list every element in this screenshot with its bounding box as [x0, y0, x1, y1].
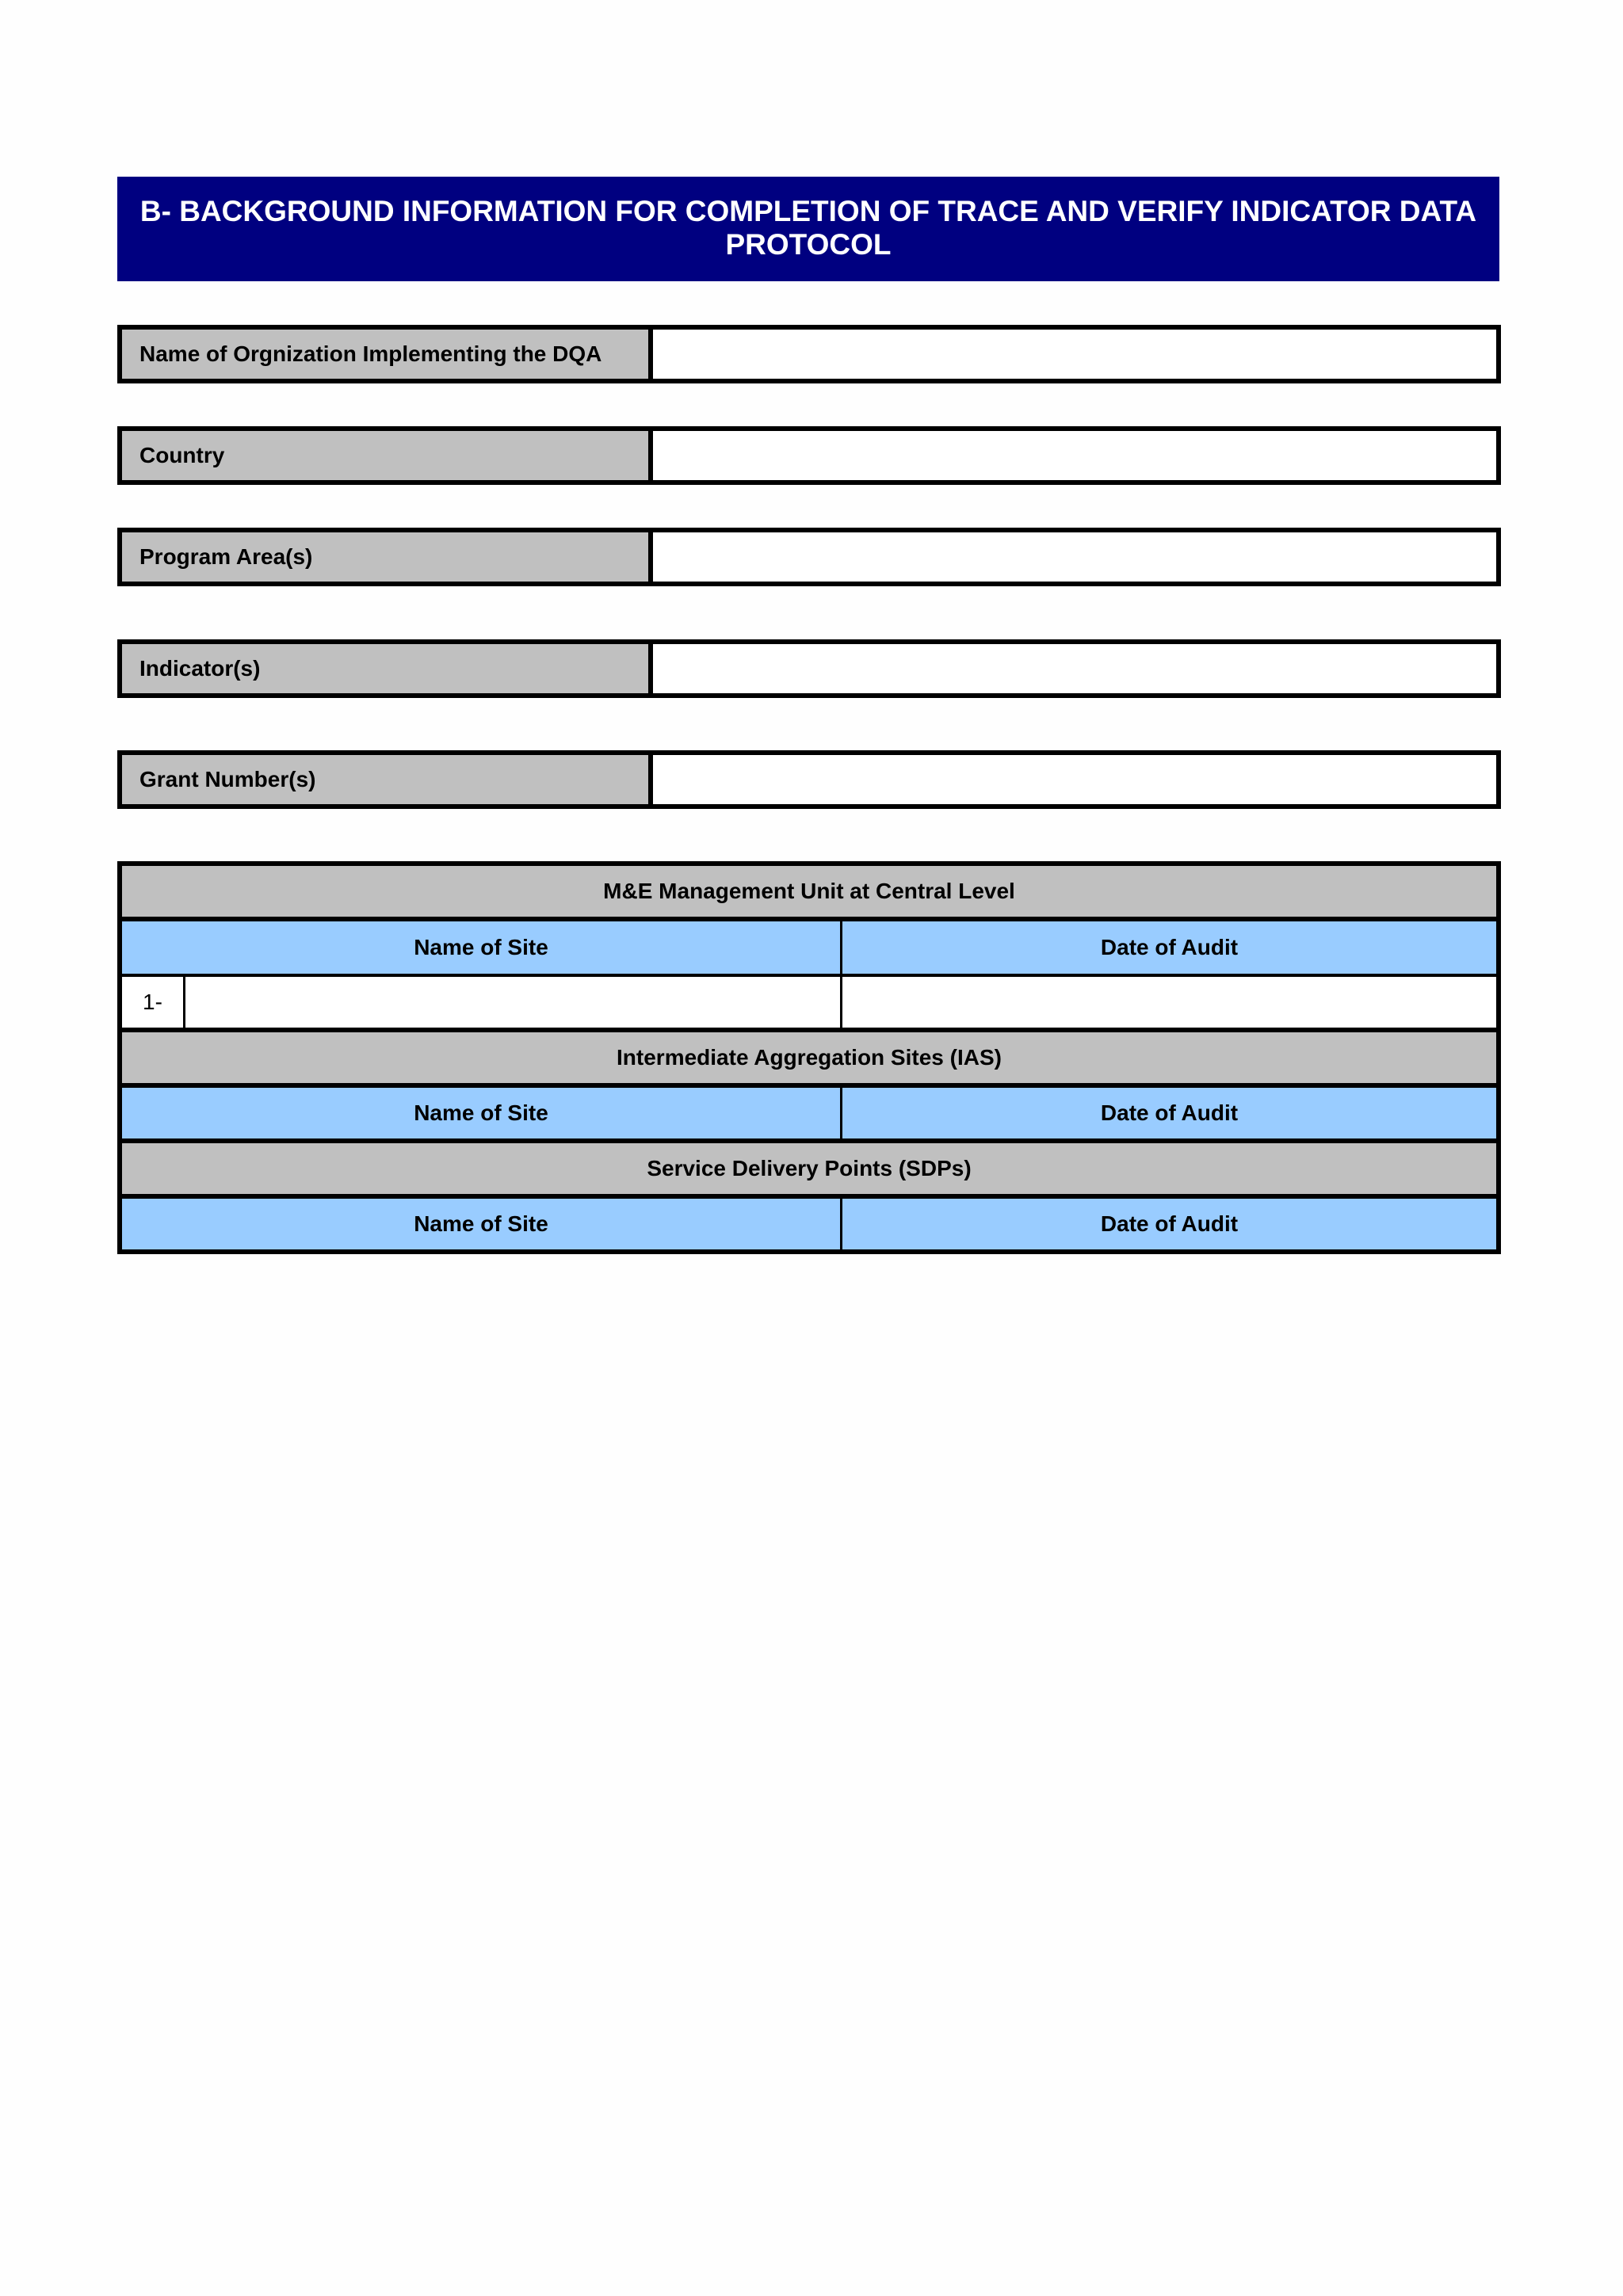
country-input[interactable]: [653, 431, 1496, 480]
central-column-headers: [122, 921, 1496, 977]
table-row: [122, 977, 1496, 1032]
country-field-row: [117, 426, 1501, 485]
program-area-input[interactable]: [653, 532, 1496, 582]
row-number: 1-: [122, 977, 185, 1028]
indicator-input[interactable]: [653, 644, 1496, 693]
program-area-label: Program Area(s): [122, 532, 653, 582]
ias-heading: Intermediate Aggregation Sites (IAS): [122, 1032, 1496, 1088]
sdp-column-headers: [122, 1199, 1496, 1254]
sdp-name-of-site-header: Name of Site: [122, 1199, 842, 1249]
section-title-line-1: B- BACKGROUND INFORMATION FOR COMPLETION OF TRACE AND VERIFY INDICATOR DATA: [139, 195, 1477, 227]
sites-table: [117, 861, 1501, 1254]
grant-number-field-row: [117, 750, 1501, 809]
organization-input[interactable]: [653, 330, 1496, 379]
ias-column-headers: [122, 1088, 1496, 1143]
ias-name-of-site-header: Name of Site: [122, 1088, 842, 1138]
indicator-field-row: [117, 639, 1501, 698]
organization-label: Name of Orgnization Implementing the DQA: [122, 330, 653, 379]
indicator-label: Indicator(s): [122, 644, 653, 693]
central-level-heading: M&E Management Unit at Central Level: [122, 866, 1496, 921]
section-title-line-2: PROTOCOL: [725, 228, 892, 261]
grant-number-label: Grant Number(s): [122, 755, 653, 804]
central-date-of-audit-header: Date of Audit: [1100, 935, 1239, 959]
ias-date-of-audit-header: Date of Audit: [1100, 1100, 1239, 1125]
country-label: Country: [122, 431, 653, 480]
sdp-date-of-audit-header: Date of Audit: [1100, 1211, 1239, 1236]
section-title: [117, 177, 1499, 281]
site-name-cell[interactable]: [185, 977, 842, 1028]
grant-number-input[interactable]: [653, 755, 1496, 804]
audit-date-cell[interactable]: [842, 977, 1496, 1028]
sdp-heading: Service Delivery Points (SDPs): [122, 1143, 1496, 1199]
program-area-field-row: [117, 528, 1501, 586]
organization-field-row: [117, 325, 1501, 383]
central-name-of-site-header: Name of Site: [122, 921, 842, 974]
